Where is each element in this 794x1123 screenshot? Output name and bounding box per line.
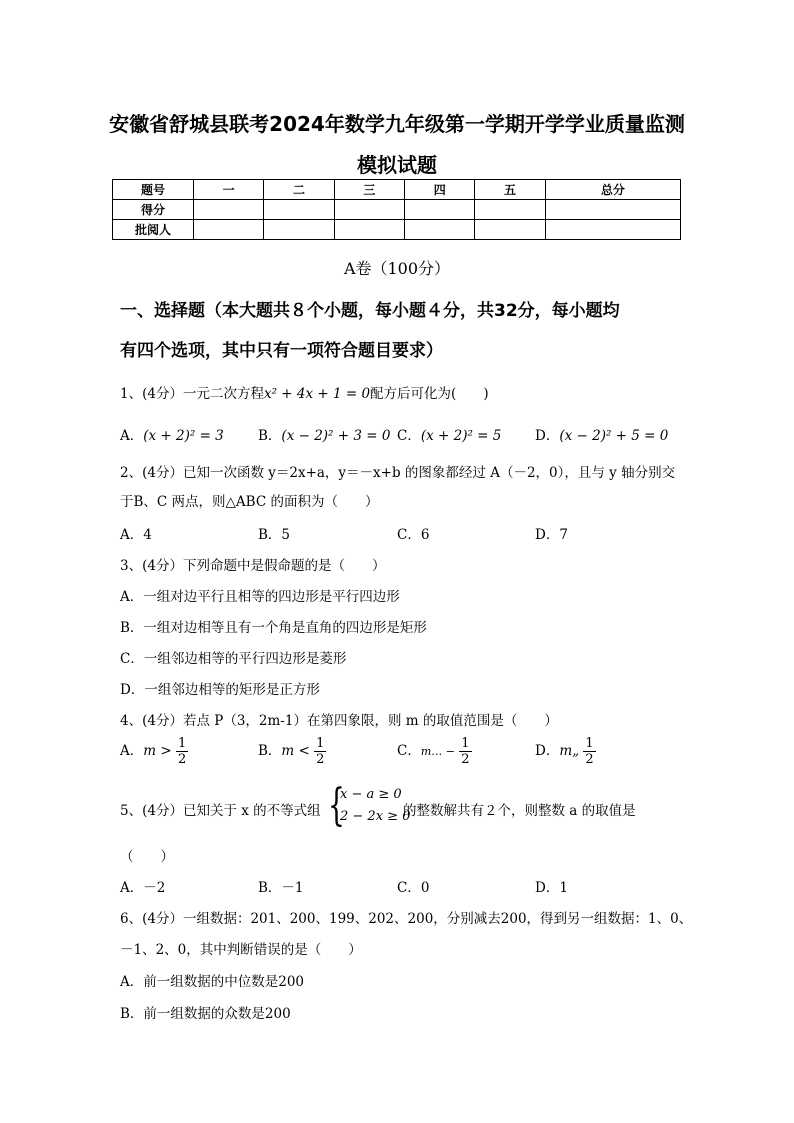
q1-option-c[interactable] <box>397 424 501 444</box>
fraction <box>314 737 326 766</box>
q3-option-b[interactable]: B．一组对边相等且有一个角是直角的四边形是矩形 <box>120 620 427 636</box>
q2-option-d[interactable]: D．7 <box>535 527 568 543</box>
score-cell[interactable] <box>405 200 475 220</box>
q2-option-c[interactable]: C．6 <box>397 527 430 543</box>
score-cell[interactable] <box>475 200 545 220</box>
score-row-label: 得分 <box>113 200 194 220</box>
score-cell[interactable] <box>334 200 404 220</box>
score-cell[interactable] <box>545 220 680 240</box>
q5-option-c[interactable]: C．0 <box>397 880 430 896</box>
q4-option-d[interactable] <box>535 737 596 766</box>
exam-title-line1: 安徽省舒城县联考2024年数学九年级第一学期开学学业质量监测 <box>109 112 685 136</box>
score-header-cell: 二 <box>264 180 334 200</box>
q6-stem-line2: －1、2、0，其中判断错误的是（ ） <box>120 942 362 958</box>
option-lhs: m… − <box>420 745 455 758</box>
q5-answer-paren: （ ） <box>120 849 174 865</box>
fraction <box>176 737 188 766</box>
q2-stem-line2: 于B、C 两点，则△ABC 的面积为（ ） <box>120 494 379 510</box>
option-label: D． <box>535 428 560 444</box>
q2-option-a[interactable]: A．4 <box>120 527 152 543</box>
q3-option-a[interactable]: A．一组对边平行且相等的四边形是平行四边形 <box>120 589 400 605</box>
q3-option-d[interactable]: D．一组邻边相等的矩形是正方形 <box>120 682 320 698</box>
score-table-row <box>113 200 681 220</box>
score-header-cell: 一 <box>194 180 264 200</box>
q5-stem-suffix: 的整数解共有２个，则整数 a 的取值是 <box>403 803 636 819</box>
q1-stem <box>120 382 489 402</box>
q5-option-d[interactable]: D．1 <box>535 880 568 896</box>
q1-option-a[interactable] <box>120 424 224 444</box>
option-text: (x − 2)² + 5 = 0 <box>559 428 669 444</box>
option-label: C． <box>397 428 421 444</box>
fraction-denominator: 2 <box>177 752 187 767</box>
fraction-denominator: 2 <box>316 752 325 767</box>
part1-heading-line2: 有四个选项，其中只有一项符合题目要求） <box>120 341 443 361</box>
q4-option-c[interactable] <box>397 737 472 766</box>
fraction <box>459 737 471 766</box>
option-label: D． <box>535 743 560 759</box>
score-table <box>112 179 681 240</box>
q6-stem-line1: 6、(4分）一组数据：201、200、199、202、200，分别减去200，得到另一组数据：1、0、 <box>120 911 693 927</box>
q5-inequality-2: 2 − 2x ≥ 0 <box>340 809 411 824</box>
option-label: B． <box>258 428 282 444</box>
score-cell[interactable] <box>264 220 334 240</box>
q6-option-b[interactable]: B．前一组数据的众数是200 <box>120 1006 291 1022</box>
q2-stem-line1: 2、(4分）已知一次函数 y＝2x+a，y＝－x+b 的图象都经过 A（－2，0），且与 y 轴分别交 <box>120 465 676 481</box>
score-cell[interactable] <box>545 200 680 220</box>
left-brace-icon: { <box>328 780 345 831</box>
option-lhs: m„ <box>559 743 580 759</box>
option-lhs: m < <box>281 743 310 759</box>
score-header-cell: 四 <box>405 180 475 200</box>
score-cell[interactable] <box>475 220 545 240</box>
fraction-denominator: 2 <box>461 752 470 767</box>
score-header-cell: 五 <box>475 180 545 200</box>
option-label: A． <box>120 428 144 444</box>
score-cell[interactable] <box>194 220 264 240</box>
fraction-numerator: 1 <box>585 736 594 751</box>
option-text: (x + 2)² = 5 <box>420 428 502 444</box>
q3-option-c[interactable]: C．一组邻边相等的平行四边形是菱形 <box>120 651 347 667</box>
q1-option-b[interactable] <box>258 424 390 444</box>
q1-option-d[interactable] <box>535 424 668 444</box>
option-label: A． <box>120 743 144 759</box>
score-cell[interactable] <box>334 220 404 240</box>
score-cell[interactable] <box>405 220 475 240</box>
exam-title-line2: 模拟试题 <box>357 153 437 177</box>
q5-option-a[interactable]: A．－2 <box>120 880 166 896</box>
q4-option-a[interactable] <box>120 737 188 766</box>
score-cell[interactable] <box>264 200 334 220</box>
q1-stem-suffix: 配方后可化为( ) <box>370 386 489 402</box>
score-cell[interactable] <box>194 200 264 220</box>
fraction-numerator: 1 <box>316 736 325 751</box>
q3-stem: 3、(4分）下列命题中是假命题的是（ ） <box>120 558 386 574</box>
q6-option-a[interactable]: A．前一组数据的中位数是200 <box>120 974 305 990</box>
q2-option-b[interactable]: B．5 <box>258 527 291 543</box>
score-header-cell: 总分 <box>545 180 680 200</box>
option-lhs: m > <box>143 743 172 759</box>
score-table-header-row <box>113 180 681 200</box>
q5-stem-prefix: 5、(4分）已知关于 x 的不等式组 <box>120 803 321 819</box>
q4-option-b[interactable] <box>258 737 326 766</box>
score-header-cell: 三 <box>334 180 404 200</box>
q5-option-b[interactable]: B．－1 <box>258 880 304 896</box>
section-a-title: A卷（100分） <box>343 259 451 278</box>
part1-heading-line1: 一、选择题（本大题共８个小题，每小题４分，共32分，每小题均 <box>120 301 620 321</box>
q1-stem-prefix: 1、(4分）一元二次方程 <box>120 386 264 402</box>
q1-equation: x² + 4x + 1 = 0 <box>263 386 371 402</box>
option-label: B． <box>258 743 282 759</box>
q5-inequality-1: x − a ≥ 0 <box>340 787 402 802</box>
score-table-row <box>113 220 681 240</box>
score-row-label: 批阅人 <box>113 220 194 240</box>
fraction-numerator: 1 <box>177 736 187 751</box>
option-label: C． <box>397 743 421 759</box>
score-header-cell: 题号 <box>113 180 194 200</box>
fraction <box>583 737 595 766</box>
option-text: (x − 2)² + 3 = 0 <box>281 428 391 444</box>
option-text: (x + 2)² = 3 <box>143 428 224 444</box>
fraction-numerator: 1 <box>461 736 470 751</box>
q4-stem: 4、(4分）若点 P（3，2m-1）在第四象限，则 m 的取值范围是（ ） <box>120 713 558 729</box>
fraction-denominator: 2 <box>585 752 594 767</box>
